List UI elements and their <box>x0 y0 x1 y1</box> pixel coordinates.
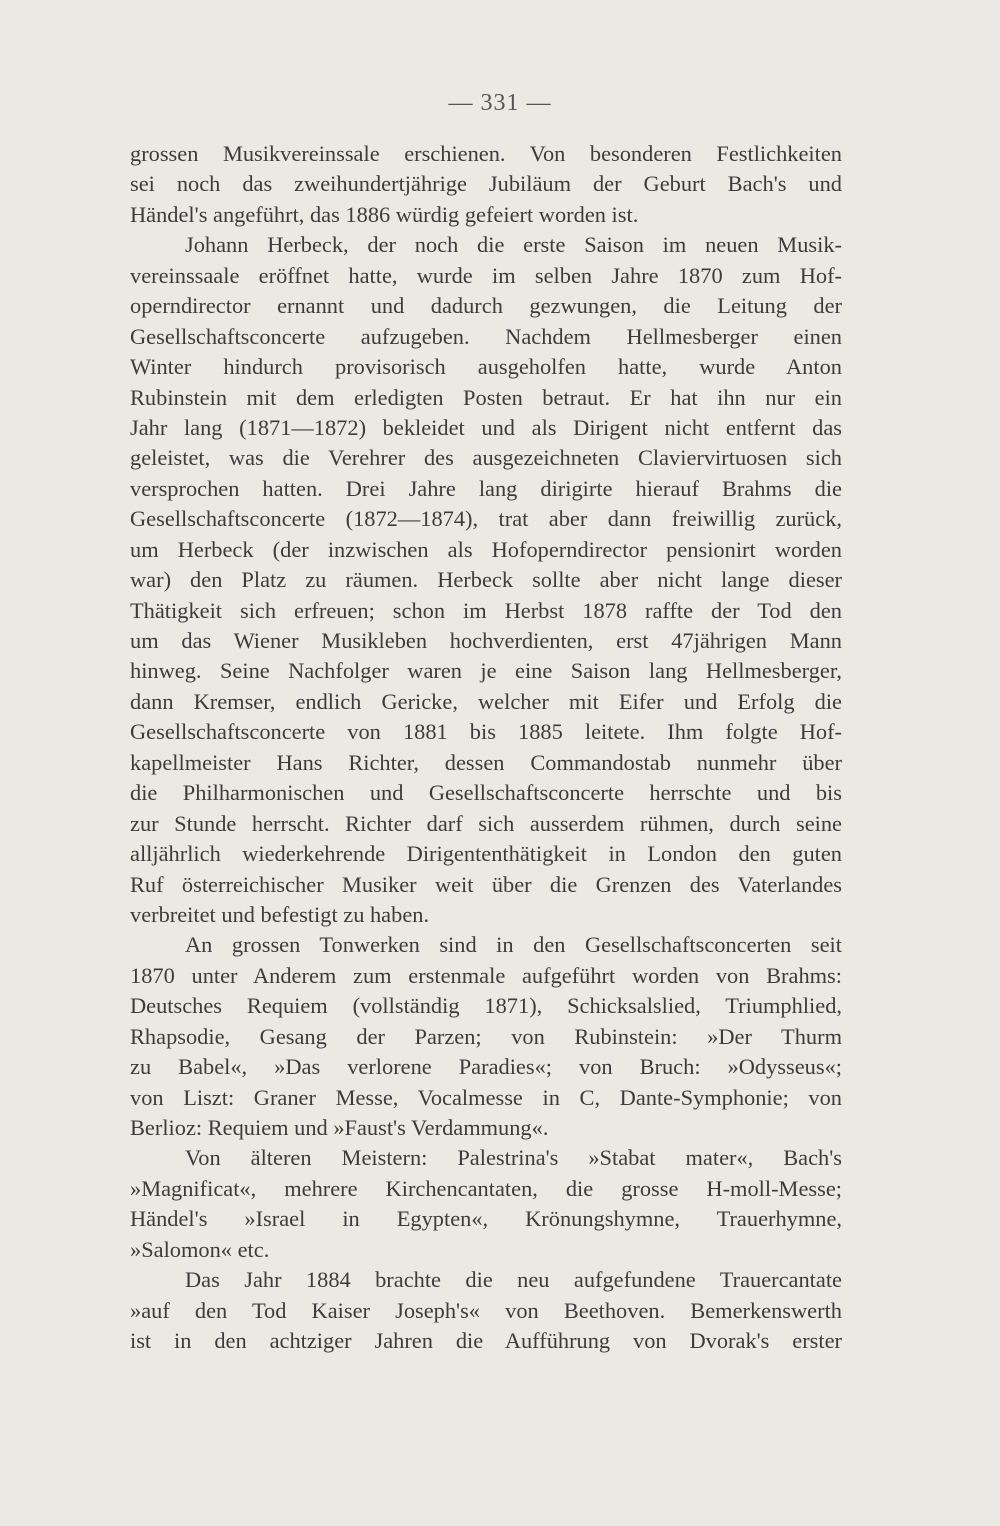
text-line: um Herbeck (der inzwischen als Hofoperndirector pensionirt worden <box>130 536 842 562</box>
text-line: An grossen Tonwerken sind in den Gesellschaftsconcerten seit <box>185 932 842 958</box>
text-line: zu Babel«, »Das verlorene Paradies«; von Bruch: »Odysseus«; <box>130 1054 842 1080</box>
text-line: um das Wiener Musikleben hochverdienten, erst 47jährigen Mann <box>130 628 842 653</box>
text-line: Das Jahr 1884 brachte die neu aufgefundene Trauercantate <box>185 1267 842 1293</box>
text-line: Johann Herbeck, der noch die erste Saison im neuen Musik- <box>185 232 842 258</box>
text-line: versprochen hatten. Drei Jahre lang dirigirte hierauf Brahms die <box>130 475 842 501</box>
page-number: — 331 — <box>448 90 552 116</box>
text-line: »Magnificat«, mehrere Kirchencantaten, die grosse H-moll-Messe; <box>130 1175 842 1201</box>
text-line: die Philharmonischen und Gesellschaftsconcerte herrschte und bis <box>130 780 842 806</box>
text-line: Von älteren Meistern: Palestrina's »Stabat mater«, Bach's <box>185 1145 842 1171</box>
text-line: operndirector ernannt und dadurch gezwungen, die Leitung der <box>130 293 842 319</box>
text-line: war) den Platz zu räumen. Herbeck sollte aber nicht lange dieser <box>130 567 842 593</box>
text-line: Deutsches Requiem (vollständig 1871), Schicksalslied, Triumphlied, <box>130 993 842 1019</box>
text-line: zur Stunde herrscht. Richter darf sich ausserdem rühmen, durch seine <box>130 810 842 836</box>
text-line: Gesellschaftsconcerte aufzugeben. Nachdem Hellmesberger einen <box>130 323 842 349</box>
body-text <box>130 139 842 1357</box>
text-line: Jahr lang (1871—1872) bekleidet und als Dirigent nicht entfernt das <box>130 414 842 440</box>
text-line: Ruf österreichischer Musiker weit über die Grenzen des Vaterlandes <box>130 871 842 897</box>
text-line: Berlioz: Requiem und »Faust's Verdammung«. <box>130 1115 549 1140</box>
text-line: grossen Musikvereinssale erschienen. Von besonderen Festlichkeiten <box>130 141 842 166</box>
text-line: Thätigkeit sich erfreuen; schon im Herbst 1878 raffte der Tod den <box>130 597 842 623</box>
text-line: kapellmeister Hans Richter, dessen Commandostab nunmehr über <box>130 749 842 775</box>
text-line: 1870 unter Anderem zum erstenmale aufgeführt worden von Brahms: <box>130 962 842 988</box>
text-line: Rubinstein mit dem erledigten Posten betraut. Er hat ihn nur ein <box>130 384 842 410</box>
text-line: hinweg. Seine Nachfolger waren je eine Saison lang Hellmesberger, <box>130 658 842 684</box>
text-line: verbreitet und befestigt zu haben. <box>130 901 430 927</box>
text-line: von Liszt: Graner Messe, Vocalmesse in C, Dante-Symphonie; von <box>130 1084 842 1110</box>
text-line: Winter hindurch provisorisch ausgeholfen hatte, wurde Anton <box>130 354 842 380</box>
text-line: Händel's »Israel in Egypten«, Krönungshymne, Trauerhymne, <box>130 1206 842 1232</box>
text-line: ist in den achtziger Jahren die Aufführung von Dvorak's erster <box>130 1328 842 1354</box>
text-line: »Salomon« etc. <box>130 1236 270 1262</box>
text-line: sei noch das zweihundertjährige Jubiläum der Geburt Bach's und <box>130 171 842 197</box>
text-line: Gesellschaftsconcerte von 1881 bis 1885 leitete. Ihm folgte Hof- <box>130 719 842 745</box>
text-line: alljährlich wiederkehrende Dirigententhätigkeit in London den guten <box>130 841 842 867</box>
text-line: »auf den Tod Kaiser Joseph's« von Beethoven. Bemerkenswerth <box>130 1297 842 1323</box>
text-line: dann Kremser, endlich Gericke, welcher mit Eifer und Erfolg die <box>130 688 842 714</box>
text-line: Gesellschaftsconcerte (1872—1874), trat aber dann freiwillig zurück, <box>130 506 842 532</box>
text-line: Händel's angeführt, das 1886 würdig gefeiert worden ist. <box>130 201 639 227</box>
text-line: vereinssaale eröffnet hatte, wurde im selben Jahre 1870 zum Hof- <box>130 262 842 288</box>
text-line: Rhapsodie, Gesang der Parzen; von Rubinstein: »Der Thurm <box>130 1023 842 1049</box>
text-line: geleistet, was die Verehrer des ausgezeichneten Claviervirtuosen sich <box>130 445 842 471</box>
